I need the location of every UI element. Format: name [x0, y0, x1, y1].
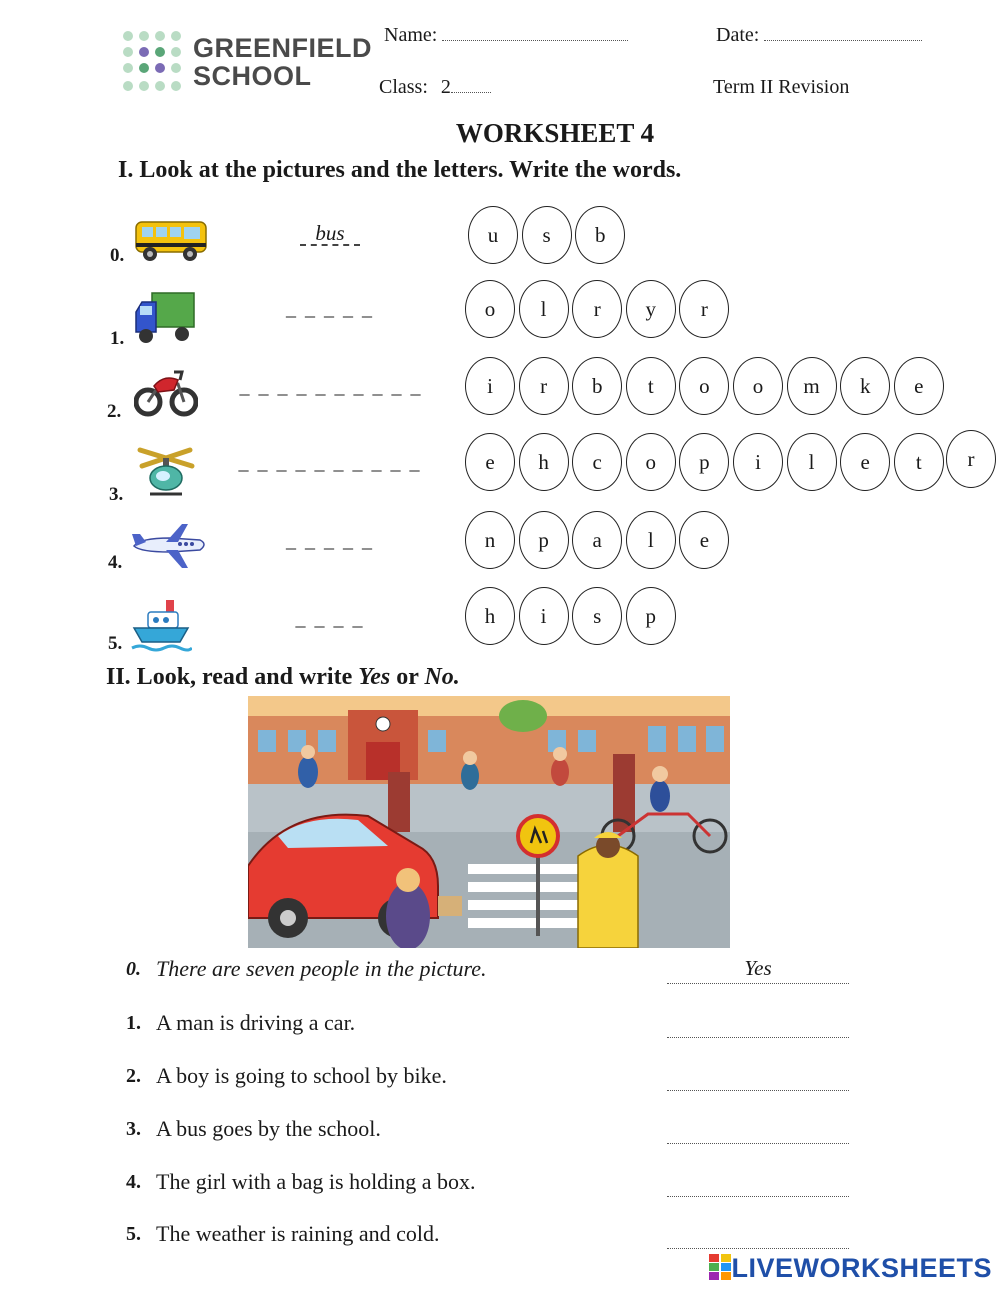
answer-field[interactable]: _ _ _ _ _ _ _ _ _ _ — [239, 376, 423, 398]
answer-field[interactable]: _ _ _ _ — [295, 608, 365, 630]
name-blank[interactable] — [442, 24, 628, 41]
answer-field[interactable]: _ _ _ _ _ — [286, 298, 374, 320]
street-scene-picture — [248, 696, 730, 948]
yes-no-answer-field[interactable]: Yes — [667, 957, 849, 984]
school-logo-icon — [122, 30, 186, 96]
liveworksheets-text: LIVEWORKSHEETS — [731, 1253, 992, 1283]
letter-circle: s — [572, 587, 622, 645]
date-field[interactable] — [716, 24, 922, 47]
item-number: 0. — [110, 245, 125, 266]
letter-circle: b — [575, 206, 625, 264]
section2-yes: Yes — [358, 664, 391, 690]
question-text: A boy is going to school by bike. — [156, 1063, 447, 1088]
letter-circle: e — [465, 433, 515, 491]
school-name-line1: GREENFIELD — [193, 33, 373, 63]
question-number: 3. — [126, 1118, 141, 1140]
letter-circle: c — [572, 433, 622, 491]
yes-no-answer-field[interactable] — [667, 1064, 849, 1091]
answer-field[interactable]: _ _ _ _ _ _ _ _ _ _ — [238, 452, 422, 474]
yes-no-answer-field[interactable] — [667, 1117, 849, 1144]
class-value: 2 — [440, 76, 451, 98]
letter-circle: e — [894, 357, 944, 415]
letter-circle: o — [626, 433, 676, 491]
section2-or: or — [390, 664, 425, 690]
letter-circle: r — [946, 430, 996, 488]
class-label: Class: — [379, 76, 428, 98]
date-label: Date: — [716, 24, 760, 46]
truck-icon — [134, 290, 196, 346]
answer-field[interactable]: bus — [300, 222, 360, 246]
name-label: Name: — [384, 24, 438, 46]
question-text: The girl with a bag is holding a box. — [156, 1169, 476, 1194]
class-blank[interactable] — [451, 76, 491, 93]
letter-circle: p — [626, 587, 676, 645]
yes-no-answer-field[interactable] — [667, 1222, 849, 1249]
letter-circle: i — [465, 357, 515, 415]
letter-circle: p — [519, 511, 569, 569]
section2-heading — [106, 664, 460, 691]
question-text: A bus goes by the school. — [156, 1116, 381, 1141]
school-name-line2: SCHOOL — [193, 61, 312, 91]
letter-circle: a — [572, 511, 622, 569]
question-number: 0. — [126, 958, 141, 980]
letter-circle: m — [787, 357, 837, 415]
item-number: 5. — [108, 633, 123, 654]
item-number: 3. — [109, 484, 124, 505]
question-text: The weather is raining and cold. — [156, 1221, 440, 1246]
letter-circle: p — [679, 433, 729, 491]
letter-circle: t — [626, 357, 676, 415]
liveworksheets-logo — [709, 1253, 992, 1284]
letter-circle: s — [522, 206, 572, 264]
letter-circle: h — [465, 587, 515, 645]
letter-circle: i — [519, 587, 569, 645]
letter-circle: k — [840, 357, 890, 415]
motorbike-icon — [134, 364, 198, 418]
letter-circle: e — [679, 511, 729, 569]
question-number: 1. — [126, 1012, 141, 1034]
school-name — [193, 34, 372, 90]
letter-circle: u — [468, 206, 518, 264]
term-label: Term II Revision — [713, 76, 850, 98]
letter-circle: r — [572, 280, 622, 338]
class-field[interactable] — [379, 76, 491, 99]
letter-circle: e — [840, 433, 890, 491]
letter-circle: o — [733, 357, 783, 415]
letter-circle: i — [733, 433, 783, 491]
liveworksheets-icon — [709, 1254, 731, 1280]
plane-icon — [130, 520, 210, 572]
letter-circle: r — [679, 280, 729, 338]
letter-circle: l — [626, 511, 676, 569]
letter-circle: y — [626, 280, 676, 338]
letter-circle: o — [465, 280, 515, 338]
item-number: 1. — [110, 328, 125, 349]
letter-circle: n — [465, 511, 515, 569]
letter-circle: b — [572, 357, 622, 415]
question-number: 2. — [126, 1065, 141, 1087]
item-number: 2. — [107, 401, 122, 422]
yes-no-answer-field[interactable] — [667, 1011, 849, 1038]
ship-icon — [130, 596, 192, 654]
letter-circle: l — [519, 280, 569, 338]
question-text: There are seven people in the picture. — [156, 956, 487, 981]
yes-no-answer-field[interactable] — [667, 1170, 849, 1197]
letter-circle: r — [519, 357, 569, 415]
question-number: 5. — [126, 1223, 141, 1245]
section2-heading-text: II. Look, read and write — [106, 664, 359, 690]
letter-circle: l — [787, 433, 837, 491]
question-number: 4. — [126, 1171, 141, 1193]
item-number: 4. — [108, 552, 123, 573]
school-bus-icon — [132, 216, 210, 264]
helicopter-icon — [136, 444, 196, 500]
worksheet-title: WORKSHEET 4 — [455, 118, 655, 148]
letter-circle: h — [519, 433, 569, 491]
section1-heading: I. Look at the pictures and the letters. Write the words. — [118, 157, 682, 183]
answer-field[interactable]: _ _ _ _ _ — [286, 530, 374, 552]
letter-circle: o — [679, 357, 729, 415]
date-blank[interactable] — [764, 24, 922, 41]
name-field[interactable] — [384, 24, 628, 47]
letter-circle: t — [894, 433, 944, 491]
section2-no: No. — [424, 664, 460, 690]
question-text: A man is driving a car. — [156, 1010, 356, 1035]
